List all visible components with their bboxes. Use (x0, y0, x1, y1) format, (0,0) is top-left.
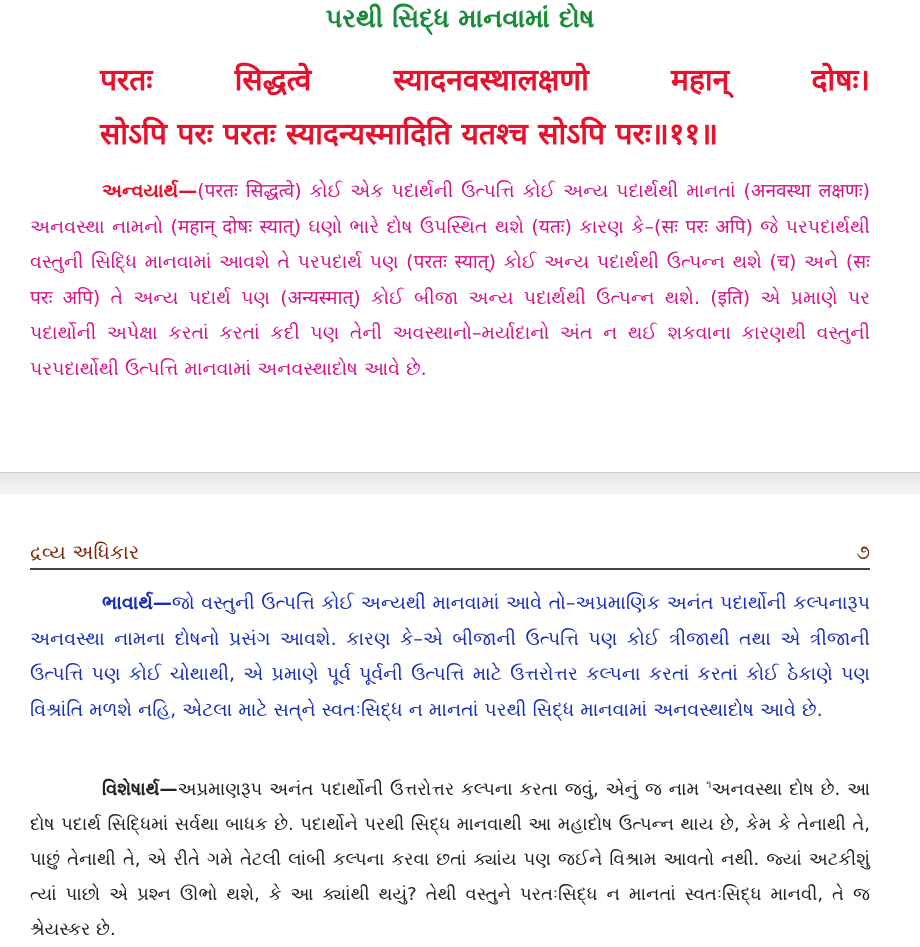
verse-line-1 (100, 58, 870, 99)
verse-word: सिद्धत्वे (234, 63, 312, 98)
upper-page (0, 0, 920, 472)
verse-word: दोषः। (811, 63, 870, 98)
anvayartha-paragraph (30, 174, 870, 387)
footnote-mark[interactable]: ૧ (706, 778, 712, 791)
visheshartha-label: વિશેષાર્થ— (102, 779, 178, 800)
anvayartha-text: (परतः सिद्धत्वे) કોઈ એક પદાર્થની ઉત્પત્તિ કોઈ અન્ય પદાર્થથી માનતાં (अनवस्था लक्षणः) અનવસ્થા નામનો (महान् दोषः स्यात्) ઘણો ભારે દોષ ઉપસ્થિત થશે (यतः) કારણ કે–(सः परः अपि) જે પરપદાર્થથી વસ્તુની સિદ્ધિ માનવામાં આવશે તે પરપદાર્થ પણ (परतः स्यात्) કોઈ અન્ય પદાર્થથી ઉત્પન્ન થશે (च) અને (सः परः अपि) તે અન્ય પદાર્થ પણ (अन्यस्मात्) કોઈ બીજા અન્ય પદાર્થથી ઉત્પન્ન થશે. (इति) એ પ્રમાણે પર પદાર્થોની અપેક્ષા કરતાં કરતાં કદી પણ તેની અવસ્થાનો–મર્યાદાનો અંત ન થઈ શકવાના કારણથી વસ્તુની પરપદાર્થોથી ઉત્પત્તિ માનવામાં અનવસ્થાદોષ આવે છે. (30, 180, 870, 380)
visheshartha-text-2: અનવસ્થા દોષ છે. આ દોષ પદાર્થ સિદ્ધિમાં સર્વથા બાધક છે. પદાર્થોને પરથી સિદ્ધ માનવાથી આ મહાદોષ ઉત્પન્ન થાય છે, કેમ કે તેનાથી તે, પાછું તેનાથી તે, એ રીતે ગમે તેટલી લાંબી કલ્પના કરવા છતાં ક્યાંય પણ જઈને વિશ્રામ આવતો નથી. જ્યાં અટકીશું ત્યાં પાછો એ પ્રશ્ન ઊભો થશે, કે આ ક્યાંથી થયું? તેથી વસ્તુને પરતઃસિદ્ધ ન માનતાં સ્વતઃસિદ્ધ માનવી, તે જ શ્રેયસ્કર છે. (30, 779, 870, 940)
bhavartha-label: ભાવાર્થ— (102, 592, 172, 614)
page-divider (0, 472, 920, 495)
verse-line-2: सोऽपि परः परतः स्यादन्यस्मादिति यतश्च सोऽपि परः॥११॥ (100, 117, 719, 152)
verse-word: परतः (100, 63, 153, 98)
running-head (30, 536, 870, 570)
anvayartha-label: અન્વયાર્થ— (102, 180, 198, 202)
page-number: ૭ (856, 540, 870, 564)
verse-word: स्यादनवस्थालक्षणो (393, 63, 589, 98)
visheshartha-text-1: અપ્રમાણરૂપ અનંત પદાર્થોની ઉત્તરોત્તર કલ્પના કરતા જવું, એનું જ નામ (177, 779, 707, 800)
bhavartha-paragraph (30, 586, 870, 728)
visheshartha-paragraph (30, 772, 870, 947)
section-title: પરથી સિદ્ધ માનવામાં દોષ (325, 4, 595, 34)
verse-word: महान् (671, 63, 730, 98)
chapter-title: દ્રવ્ય અધિકાર (30, 540, 140, 564)
bhavartha-text: જો વસ્તુની ઉત્પત્તિ કોઈ અન્યથી માનવામાં આવે તો–અપ્રમાણિક અનંત પદાર્થોની કલ્પનારૂપ અનવસ્થા નામના દોષનો પ્રસંગ આવશે. કારણ કે–એ બીજાની ઉત્પત્તિ પણ કોઈ ત્રીજાથી તથા એ ત્રીજાની ઉત્પત્તિ પણ કોઈ ચોથાથી, એ પ્રમાણે પૂર્વ પૂર્વની ઉત્પત્તિ માટે ઉત્તરોત્તર કલ્પના કરતાં કરતાં કોઈ ઠેકાણે પણ વિશ્રાંતિ મળશે નહિ, એટલા માટે સત્‌ને સ્વતઃસિદ્ધ ન માનતાં પરથી સિદ્ધ માનવામાં અનવસ્થાદોષ આવે છે. (30, 592, 870, 721)
